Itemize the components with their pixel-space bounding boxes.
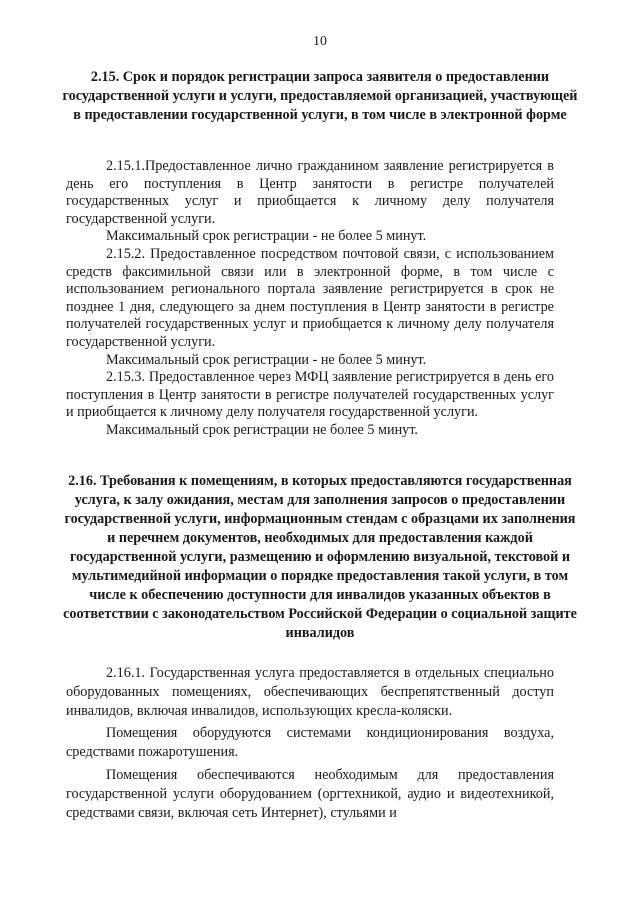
paragraph: 2.15.3. Предоставленное через МФЦ заявление регистрируется в день его поступления в Центр занятости в регистре получателей государственных услуг и приобщается к личному делу получателя государственной услуги.	[66, 369, 554, 421]
section-2-15-body	[66, 158, 554, 440]
section-2-16-heading: 2.16. Требования к помещениям, в которых предоставляются государственная услуга, к залу ожидания, местам для заполнения запросов о предоставлении государственной услуги, информационным стендам с образцами их заполнения и перечнем документов, необходимых для предоставления каждой государственной услуги, размещению и оформлению визуальной, текстовой и мультимедийной информации о порядке предоставления такой услуги, в том числе к обеспечению доступности для инвалидов указанных объектов в соответствии с законодательством Российской Федерации о социальной защите инвалидов	[63, 473, 577, 641]
section-2-16-body	[66, 664, 554, 826]
paragraph: 2.15.2. Предоставленное посредством почтовой связи, с использованием средств факсимильной связи или в электронной форме, в том числе с использованием регионального портала заявление регистрируется в срок не позднее 1 дня, следующего за днем поступления в Центр занятости в регистре получателей государственных услуг и приобщается к личному делу получателя государственной услуги.	[66, 245, 554, 350]
page-number: 10	[313, 34, 327, 49]
paragraph: Помещения оборудуются системами кондиционирования воздуха, средствами пожаротушения.	[66, 725, 554, 761]
paragraph: 2.16.1. Государственная услуга предоставляется в отдельных специально оборудованных помещениях, обеспечивающих беспрепятственный доступ инвалидов, включая инвалидов, использующих кресла-коляски.	[66, 665, 554, 719]
paragraph: 2.15.1.Предоставленное лично гражданином заявление регистрируется в день его поступления в Центр занятости в регистре получателей государственных услуг и приобщается к личному делу получателя государственной услуги.	[66, 158, 554, 227]
paragraph: Максимальный срок регистрации - не более 5 минут.	[106, 351, 427, 368]
paragraph: Максимальный срок регистрации - не более 5 минут.	[106, 228, 427, 245]
paragraph: Максимальный срок регистрации не более 5 минут.	[106, 421, 418, 438]
section-2-15-heading: 2.15. Срок и порядок регистрации запроса заявителя о предоставлении государственной услуги и услуги, предоставляемой организацией, участвующей в предоставлении государственной услуги, в том числе в электронной форме	[62, 69, 578, 123]
paragraph: Помещения обеспечиваются необходимым для предоставления государственной услуги оборудованием (оргтехникой, аудио и видеотехникой, средствами связи, включая сеть Интернет), стульями и	[66, 766, 554, 821]
